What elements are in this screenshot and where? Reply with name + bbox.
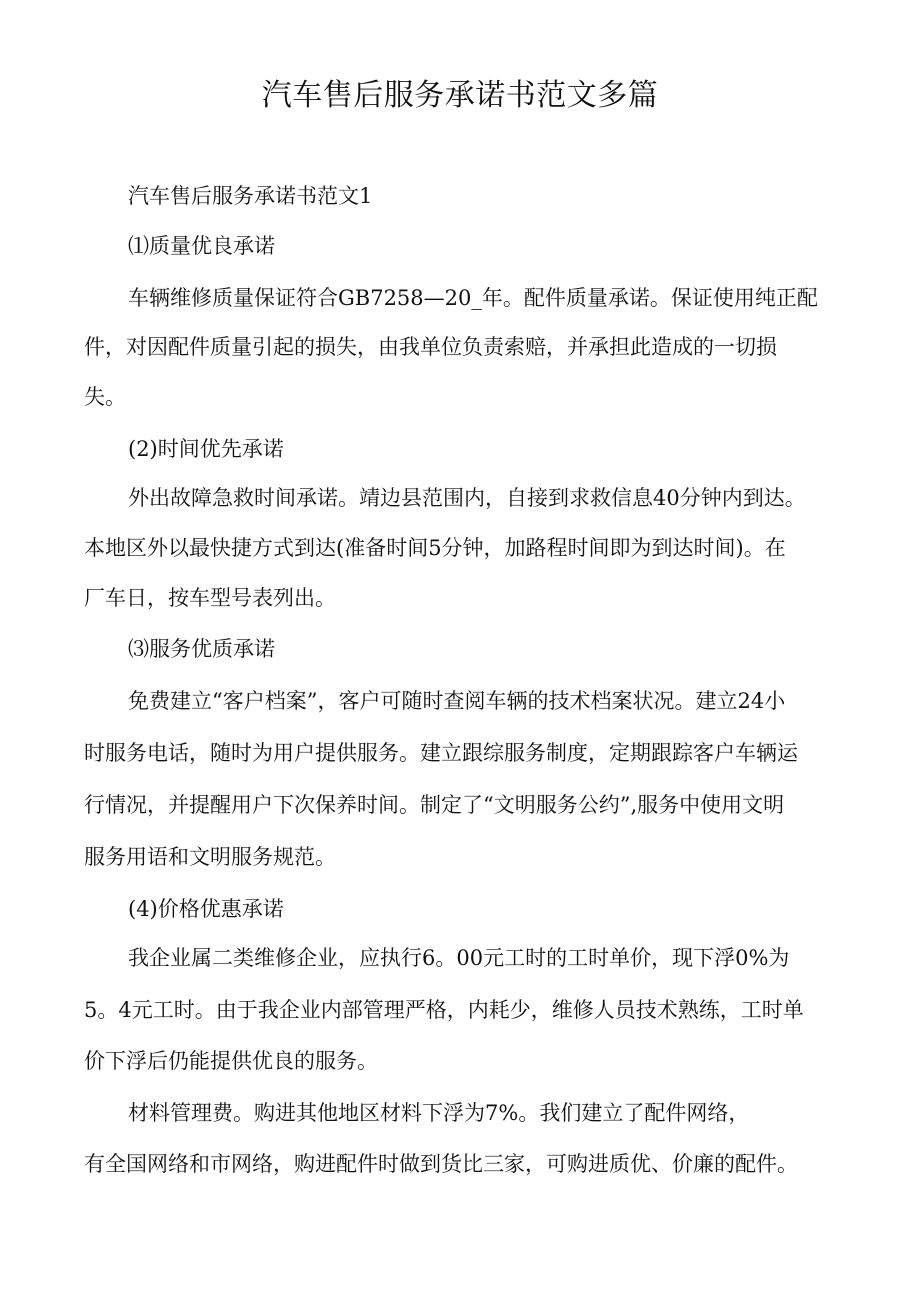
paragraph-line: 时服务电话，随时为用户提供服务。建立跟综服务制度，定期跟踪客户车辆运	[84, 741, 798, 765]
paragraph-line: 失。	[84, 385, 126, 409]
paragraph-line: 我企业属二类维修企业，应执行6。00元工时的工时单价，现下浮0%为	[128, 946, 790, 970]
section-4-heading: (4)价格优惠承诺	[128, 897, 284, 921]
section-1-heading: ⑴质量优良承诺	[128, 234, 275, 258]
paragraph-line: 材料管理费。购进其他地区材料下浮为7%。我们建立了配件网络，	[128, 1101, 750, 1125]
section-2-heading: (2)时间优先承诺	[128, 437, 284, 461]
paragraph-line: 5。4元工时。由于我企业内部管理严格，内耗少，维修人员技术熟练，工时单	[84, 998, 804, 1022]
paragraph-line: 厂车日，按车型号表列出。	[84, 586, 336, 610]
paragraph-line: 免费建立“客户档案”，客户可随时查阅车辆的技术档案状况。建立24小	[128, 689, 786, 713]
section-3-heading: ⑶服务优质承诺	[128, 637, 275, 661]
subtitle: 汽车售后服务承诺书范文1	[128, 184, 373, 208]
document-title: 汽车售后服务承诺书范文多篇	[261, 78, 659, 113]
paragraph-line: 件，对因配件质量引起的损失，由我单位负责索赔，并承担此造成的一切损	[84, 335, 777, 359]
paragraph-line: 价下浮后仍能提供优良的服务。	[84, 1049, 378, 1073]
paragraph-line: 服务用语和文明服务规范。	[84, 845, 336, 869]
paragraph-line: 行情况，并提醒用户下次保养时间。制定了“文明服务公约”,服务中使用文明	[84, 793, 785, 817]
paragraph-line: 本地区外以最快捷方式到达(准备时间5分钟，加路程时间即为到达时间)。在	[84, 536, 786, 560]
paragraph-line: 外出故障急救时间承诺。靖边县范围内，自接到求救信息40分钟内到达。	[128, 486, 806, 510]
paragraph-line: 有全国网络和市网络，购进配件时做到货比三家，可购进质优、价廉的配件。	[84, 1152, 798, 1176]
paragraph-line: 车辆维修质量保证符合GB7258—20_年。配件质量承诺。保证使用纯正配	[128, 286, 818, 310]
